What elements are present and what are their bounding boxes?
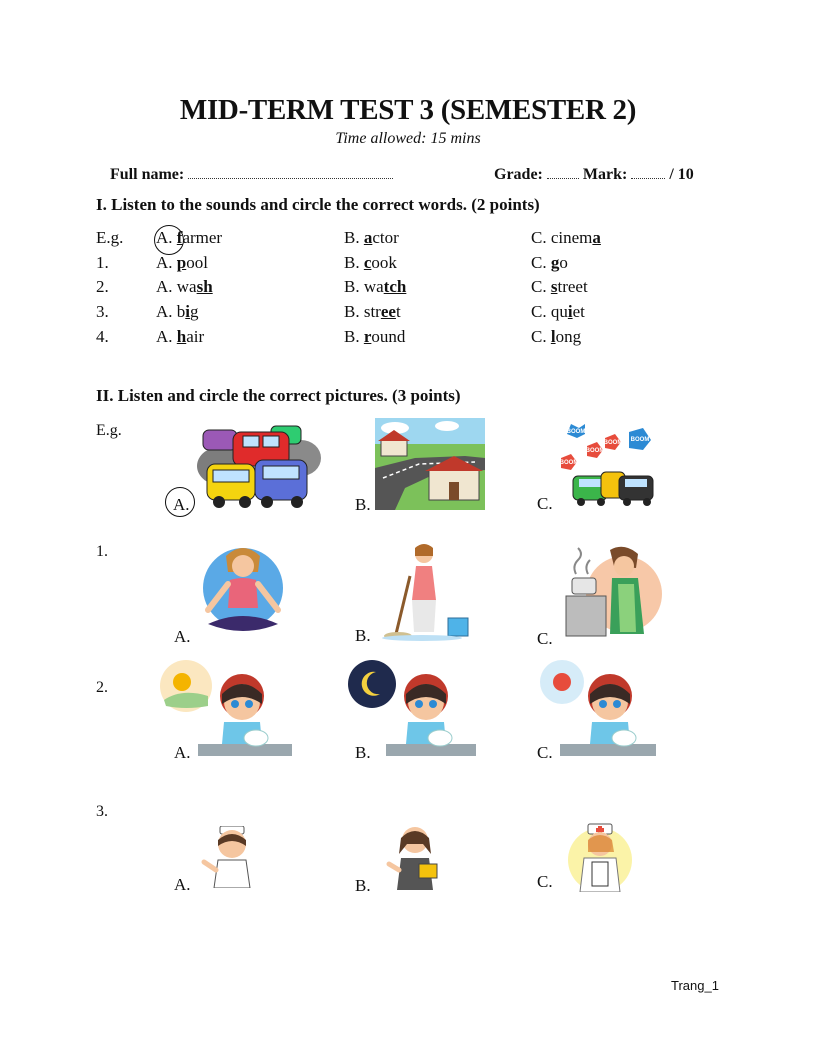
option-label[interactable]: B. [355, 876, 371, 895]
word-suffix: armer [182, 228, 223, 247]
mopping-woman-image[interactable] [382, 540, 472, 642]
highlighted-sound: i [185, 302, 191, 321]
nurse-with-clipboard-image[interactable] [558, 822, 642, 892]
word-option[interactable] [531, 253, 568, 273]
word-option[interactable] [344, 327, 405, 347]
word-prefix: B. str [344, 302, 381, 321]
word-row [96, 253, 796, 277]
word-prefix: B. wa [344, 277, 384, 296]
mark-total: / 10 [669, 166, 694, 183]
word-suffix: g [190, 302, 199, 321]
option-label[interactable]: A. [174, 627, 191, 646]
option-label[interactable]: B. [355, 743, 371, 762]
word-prefix: A. b [156, 302, 186, 321]
word-option[interactable] [344, 228, 399, 248]
word-prefix: B. [344, 228, 364, 247]
word-option[interactable] [344, 253, 397, 273]
meditating-woman-image[interactable] [198, 538, 288, 640]
row-number: 2. [96, 277, 109, 296]
highlighted-sound: p [176, 253, 187, 272]
noisy-traffic-image[interactable] [557, 420, 657, 510]
row-number: 3. [96, 302, 109, 321]
word-option[interactable] [531, 277, 588, 297]
mark-blank[interactable] [631, 166, 665, 179]
word-suffix: t [395, 302, 401, 321]
cooking-woman-image[interactable] [562, 544, 662, 640]
word-suffix: ctor [372, 228, 399, 247]
word-option[interactable] [156, 327, 204, 347]
page-number: Trang_1 [671, 978, 719, 993]
row-number: 1. [96, 253, 109, 272]
word-suffix: et [572, 302, 585, 321]
word-prefix: A. [156, 327, 177, 346]
traffic-jam-image[interactable] [193, 418, 321, 513]
highlighted-sound: r [363, 327, 372, 346]
boom-word: BOOM [566, 429, 586, 435]
highlighted-sound: a [592, 228, 601, 247]
boom-word: BOOM [585, 448, 605, 454]
office-worker-image[interactable] [383, 824, 447, 890]
word-suffix: treet [557, 277, 588, 296]
word-prefix: C. qu [531, 302, 568, 321]
word-prefix: C. cinem [531, 228, 593, 247]
highlighted-sound: f [176, 228, 183, 247]
word-row [96, 302, 796, 326]
word-option[interactable] [344, 277, 406, 297]
word-row [96, 228, 796, 252]
word-option[interactable] [156, 277, 213, 297]
highlighted-sound: tch [383, 277, 407, 296]
highlighted-sound: ee [380, 302, 396, 321]
word-option[interactable] [531, 302, 585, 322]
section-2-heading: II. Listen and circle the correct pictures. (3 points) [96, 386, 461, 405]
row-number: 4. [96, 327, 109, 346]
section-1-heading: I. Listen to the sounds and circle the correct words. (2 points) [96, 195, 540, 214]
option-label[interactable]: A. [174, 875, 191, 894]
grade-mark-field [494, 166, 694, 184]
highlighted-sound: c [363, 253, 372, 272]
option-label[interactable]: C. [537, 872, 553, 891]
word-prefix: C. [531, 327, 551, 346]
word-option[interactable] [531, 327, 581, 347]
word-suffix: ook [371, 253, 397, 272]
full-name-blank[interactable] [188, 166, 393, 179]
grade-label: Grade: [494, 166, 543, 183]
word-prefix: B. [344, 327, 364, 346]
page-title: MID-TERM TEST 3 (SEMESTER 2) [179, 94, 637, 126]
village-road-image[interactable] [375, 418, 485, 510]
grade-blank[interactable] [547, 166, 579, 179]
word-suffix: ool [186, 253, 208, 272]
question-number: 1. [96, 543, 108, 560]
word-suffix: ong [555, 327, 582, 346]
word-prefix: A. [156, 253, 177, 272]
word-suffix: air [186, 327, 205, 346]
word-prefix: A. wa [156, 277, 197, 296]
word-suffix: ound [371, 327, 406, 346]
word-option[interactable] [156, 253, 208, 273]
option-label[interactable]: C. [537, 629, 553, 648]
time-allowed: Time allowed: 15 mins [335, 130, 481, 147]
question-number: 3. [96, 803, 108, 820]
word-prefix: C. [531, 253, 551, 272]
word-option[interactable] [531, 228, 601, 248]
option-label[interactable]: C. [537, 743, 553, 762]
option-label[interactable]: B. [355, 495, 371, 514]
row-number: E.g. [96, 228, 124, 247]
option-label[interactable]: B. [355, 626, 371, 645]
option-label[interactable]: A. [173, 495, 190, 514]
question-number: 2. [96, 679, 108, 696]
question-number: E.g. [96, 422, 122, 439]
nurse-image[interactable] [196, 826, 268, 888]
word-prefix: C. [531, 277, 551, 296]
boom-word: BOOM [559, 460, 579, 466]
word-row [96, 277, 796, 301]
option-label[interactable]: C. [537, 494, 553, 513]
word-option[interactable] [344, 302, 401, 322]
highlighted-sound: h [176, 327, 187, 346]
highlighted-sound: i [567, 302, 573, 321]
word-row [96, 327, 796, 351]
full-name-field[interactable] [110, 166, 397, 184]
answer-circle [165, 487, 195, 517]
highlighted-sound: sh [196, 277, 213, 296]
highlighted-sound: l [550, 327, 556, 346]
word-suffix: o [559, 253, 568, 272]
option-label[interactable]: A. [174, 743, 191, 762]
highlighted-sound: a [363, 228, 373, 247]
washing-dishes-night-image[interactable] [346, 660, 482, 760]
washing-dishes-afternoon-image[interactable] [538, 660, 674, 760]
word-option[interactable] [156, 302, 199, 322]
boom-word: BOOM [630, 437, 650, 443]
boom-word: BOOM [603, 440, 623, 446]
mark-label: Mark: [582, 166, 628, 183]
word-prefix: A. [156, 228, 177, 247]
highlighted-sound: s [550, 277, 558, 296]
answer-circle [154, 225, 184, 255]
washing-dishes-day-image[interactable] [158, 660, 294, 760]
word-prefix: B. [344, 253, 364, 272]
highlighted-sound: g [550, 253, 560, 272]
full-name-label: Full name: [110, 166, 185, 183]
